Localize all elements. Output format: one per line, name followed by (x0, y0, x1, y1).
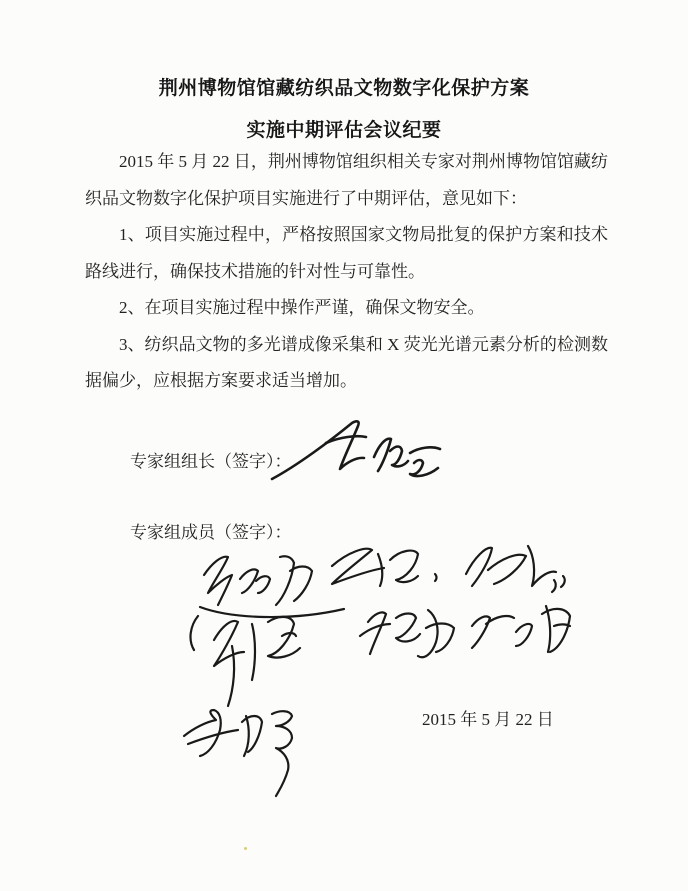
paragraph-intro: 2015 年 5 月 22 日，荆州博物馆组织相关专家对荆州博物馆馆藏纺织品文物数字化保护项目实施进行了中期评估，意见如下： (85, 152, 608, 208)
member-handwritten-signature-3 (458, 536, 570, 602)
document-body (85, 144, 608, 400)
member-handwritten-signature-2 (322, 540, 444, 602)
member-handwritten-signature-7 (180, 700, 320, 800)
document-title: 荆州博物馆馆藏纺织品文物数字化保护方案 (158, 78, 530, 99)
leader-handwritten-signature (268, 413, 448, 495)
expert-members-signature-label: 专家组成员（签字）： (130, 523, 292, 542)
document-subtitle: 实施中期评估会议纪要 (246, 120, 442, 141)
document-date: 2015 年 5 月 22 日 (422, 710, 554, 729)
expert-leader-signature-label: 专家组组长（签字）： (130, 452, 292, 471)
paragraph-item-3: 3、纺织品文物的多光谱成像采集和 X 荧光光谱元素分析的检测数据偏少，应根据方案要求适当增加。 (85, 334, 608, 390)
member-handwritten-signature-4 (352, 600, 464, 670)
scan-speck (244, 847, 247, 850)
member-handwritten-signature-6 (186, 606, 338, 710)
paragraph-item-2: 2、在项目实施过程中操作严谨，确保文物安全。 (119, 298, 485, 317)
member-handwritten-signature-5 (462, 596, 574, 666)
paragraph-item-1: 1、项目实施过程中，严格按照国家文物局批复的保护方案和技术路线进行，确保技术措施的针对性与可靠性。 (85, 225, 608, 281)
